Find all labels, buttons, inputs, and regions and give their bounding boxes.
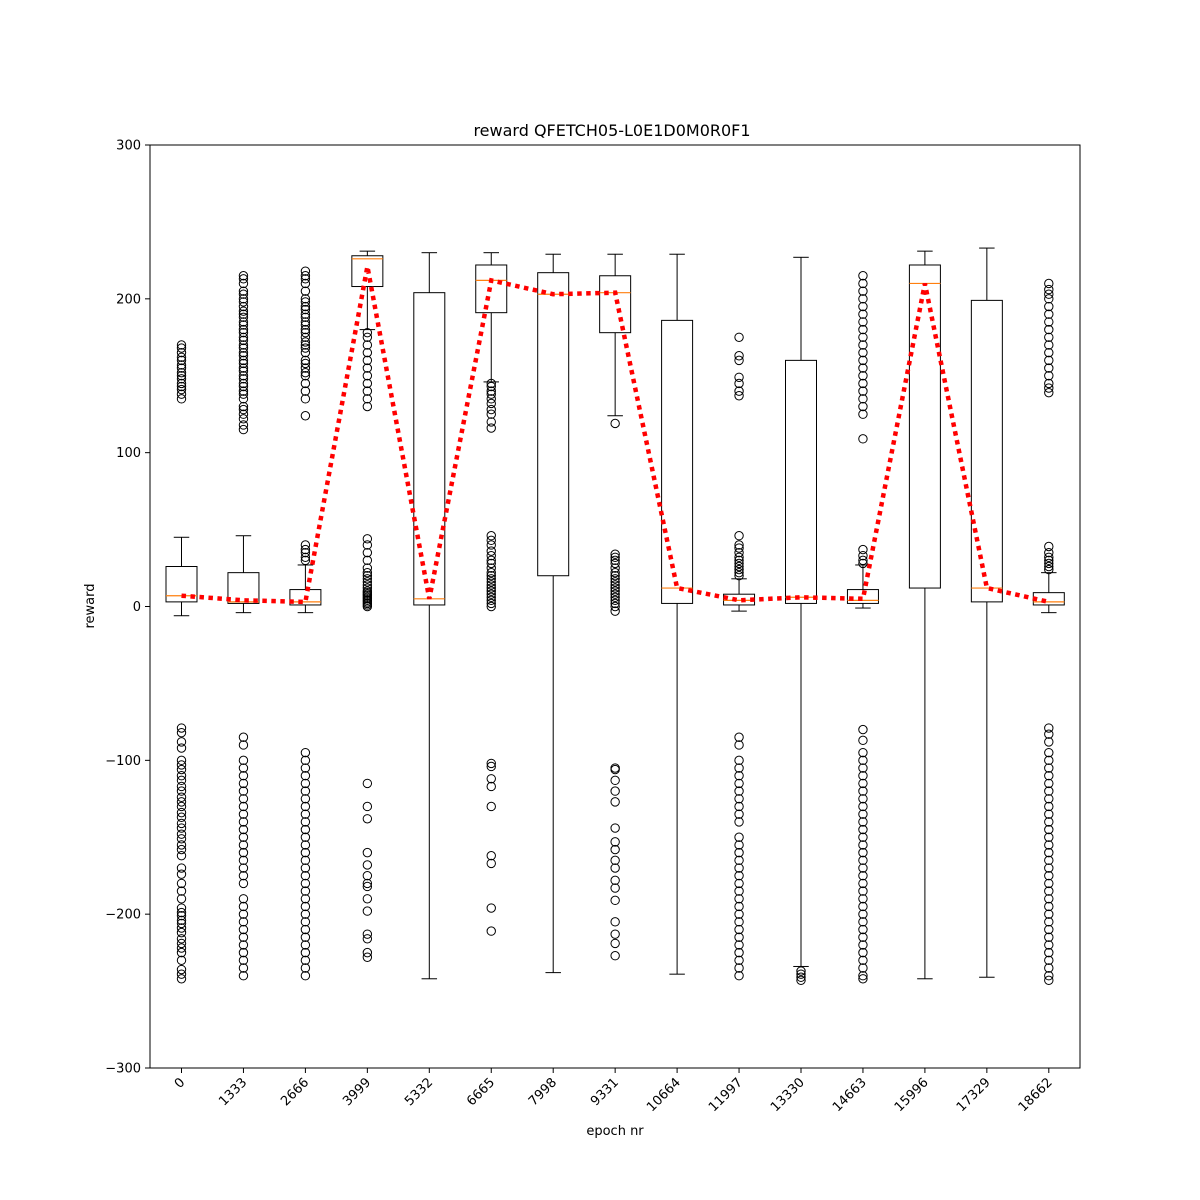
x-tick-label: 9331 [587,1075,622,1110]
y-tick-label: −300 [105,1061,141,1077]
x-tick-label: 17329 [953,1075,994,1116]
x-axis [172,1068,1056,1115]
y-tick-label: −200 [105,907,141,923]
x-tick-label: 13330 [767,1075,808,1116]
x-tick-label: 3999 [340,1075,375,1110]
x-tick-label: 18662 [1015,1075,1056,1116]
x-tick-label: 11997 [706,1075,746,1116]
chart-title: reward QFETCH05-L0E1D0M0R0F1 [473,121,751,140]
x-tick-label: 0 [171,1075,189,1092]
x-tick-label: 1333 [216,1075,251,1110]
x-tick-label: 14663 [829,1075,870,1116]
x-axis-label: epoch nr [586,1124,644,1139]
y-tick-label: 0 [132,600,141,615]
x-tick-label: 15996 [891,1075,932,1116]
y-axis [105,139,150,1077]
y-axis-label: reward [83,583,98,629]
y-tick-label: 100 [116,446,141,462]
y-tick-label: −100 [105,753,141,769]
y-tick-label: 300 [116,138,141,154]
x-tick-label: 2666 [278,1075,313,1110]
x-tick-label: 10664 [644,1075,684,1116]
x-tick-label: 6665 [464,1075,499,1110]
x-tick-label: 5332 [402,1075,437,1110]
x-tick-label: 7998 [526,1075,561,1110]
y-tick-label: 200 [116,292,141,308]
